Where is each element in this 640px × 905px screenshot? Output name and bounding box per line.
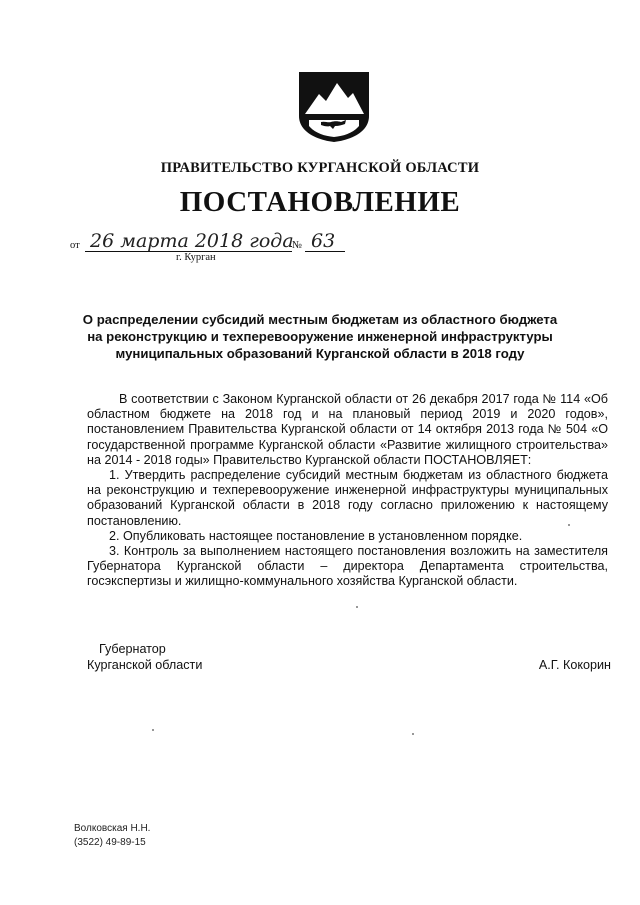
handwritten-date: 26 марта 2018 года xyxy=(90,230,294,252)
signatory-title xyxy=(87,642,202,673)
coat-of-arms-emblem xyxy=(297,70,371,144)
scan-speck xyxy=(152,729,154,731)
place-label: г. Курган xyxy=(176,252,216,263)
date-number-line xyxy=(70,230,360,263)
title-line: О распределении субсидий местным бюджетам из областного бюджета xyxy=(82,312,558,327)
document-body xyxy=(87,392,608,590)
title-line: муниципальных образований Курганской области в 2018 году xyxy=(115,346,525,361)
item-1-paragraph: 1. Утвердить распределение субсидий местным бюджетам из областного бюджета на реконструкцию и техперевооружение инженерной инфраструктуры муниципальных образований Курганской области в 2018 году согласно приложению к настоящему постановлению. xyxy=(87,468,608,528)
document-type-heading: ПОСТАНОВЛЕНИЕ xyxy=(179,186,461,218)
executor-name: Волковская Н.Н. xyxy=(74,823,151,834)
item-2-paragraph: 2. Опубликовать настоящее постановление в установленном порядке. xyxy=(109,528,523,543)
executor-contact xyxy=(74,822,150,850)
handwritten-number: 63 xyxy=(311,230,336,252)
preamble-paragraph: В соответствии с Законом Курганской области от 26 декабря 2017 года № 114 «Об областном бюджете на 2018 год и на плановый период 2019 и 2020 годов», постановлением Правительства Курганской области от 14 октября 2013 года № 504 «О государственной программе Курганской области «Развитие жилищного строительства» на 2014 - 2018 годы» Правительство Курганской области ПОСТАНОВЛЯЕТ: xyxy=(87,392,608,467)
government-name: ПРАВИТЕЛЬСТВО КУРГАНСКОЙ ОБЛАСТИ xyxy=(160,160,480,176)
item-3-paragraph: 3. Контроль за выполнением настоящего постановления возложить на заместителя Губернатора Курганской области – директора Департамента строительства, госэкспертизы и жилищно-коммунального хозяйства Курганской области. xyxy=(87,544,608,589)
scan-speck xyxy=(568,524,570,526)
number-label: № xyxy=(292,240,303,251)
title-line: на реконструкцию и техперевооружение инженерной инфраструктуры xyxy=(87,329,553,344)
scan-speck xyxy=(412,733,414,735)
scan-speck xyxy=(356,606,358,608)
signatory-title-line2: Курганской области xyxy=(87,657,203,672)
signatory-name: А.Г. Кокорин xyxy=(538,658,611,672)
signatory-title-line1: Губернатор xyxy=(99,642,166,656)
executor-phone: (3522) 49-89-15 xyxy=(74,837,146,848)
document-title xyxy=(80,311,560,362)
from-label: от xyxy=(70,240,80,251)
